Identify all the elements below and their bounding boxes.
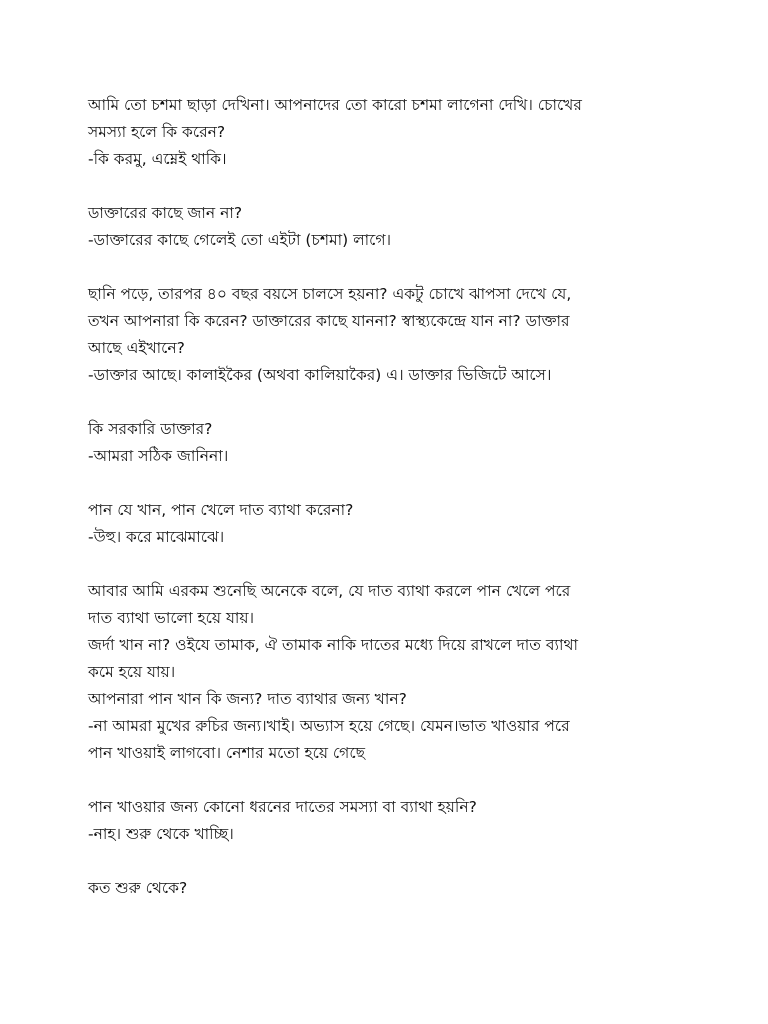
text-line: -ডাক্তারের কাছে গেলেই তো এইটা (চশমা) লাগে। [88,231,392,249]
text-line: তখন আপনারা কি করেন? ডাক্তারের কাছে যাননা? স্বাস্থ্যকেন্দ্রে যান না? ডাক্তার [88,312,570,330]
text-line: -ডাক্তার আছে। কালাইকৈর (অথবা কালিয়াকৈর) এ। ডাক্তার ভিজিটে আসে। [88,366,552,384]
text-line: -কি করমু, এম্নেই থাকি। [88,150,227,168]
text-line: -নাহ। শুরু থেকে খাচ্ছি। [88,825,234,843]
paragraph [88,875,680,902]
text-line: ছানি পড়ে, তারপর ৪০ বছর বয়সে চালসে হয়না? একটু চোখে ঝাপসা দেখে যে, [88,285,572,303]
text-line: কত শুরু থেকে? [88,879,188,897]
text-line: কমে হয়ে যায়। [88,663,176,681]
text-line: -উহু। করে মাঝেমাঝে। [88,528,225,546]
text-line: আছে এইখানে? [88,339,185,357]
text-line: আমি তো চশমা ছাড়া দেখিনা। আপনাদের তো কারো চশমা লাগেনা দেখি। চোখের [88,96,582,114]
document-body [88,92,680,929]
text-line: -না আমরা মুখের রুচির জন্য।খাই। অভ্যাস হয়ে গেছে। যেমন।ভাত খাওয়ার পরে [88,717,570,735]
text-line: ডাক্তারের কাছে জান না? [88,204,243,222]
text-line: -আমরা সঠিক জানিনা। [88,447,229,465]
text-line: পান যে খান, পান খেলে দাত ব্যাথা করেনা? [88,501,354,519]
paragraph [88,92,680,173]
text-line: আবার আমি এরকম শুনেছি অনেকে বলে, যে দাত ব্যাথা করলে পান খেলে পরে [88,582,571,600]
paragraph [88,416,680,470]
paragraph [88,281,680,389]
paragraph [88,578,680,767]
text-line: আপনারা পান খান কি জন্য? দাত ব্যাথার জন্য খান? [88,690,407,708]
paragraph [88,794,680,848]
text-line: জর্দা খান না? ওইযে তামাক, ঐ তামাক নাকি দাতের মধ্যে দিয়ে রাখলে দাত ব্যাথা [88,636,579,654]
text-line: কি সরকারি ডাক্তার? [88,420,213,438]
text-line: পান খাওয়ার জন্য কোনো ধরনের দাতের সমস্যা বা ব্যাথা হয়নি? [88,798,477,816]
text-line: পান খাওয়াই লাগবো। নেশার মতো হয়ে গেছে [88,744,365,762]
paragraph [88,497,680,551]
text-line: সমস্যা হলে কি করেন? [88,123,226,141]
paragraph [88,200,680,254]
text-line: দাত ব্যাথা ভালো হয়ে যায়। [88,609,255,627]
